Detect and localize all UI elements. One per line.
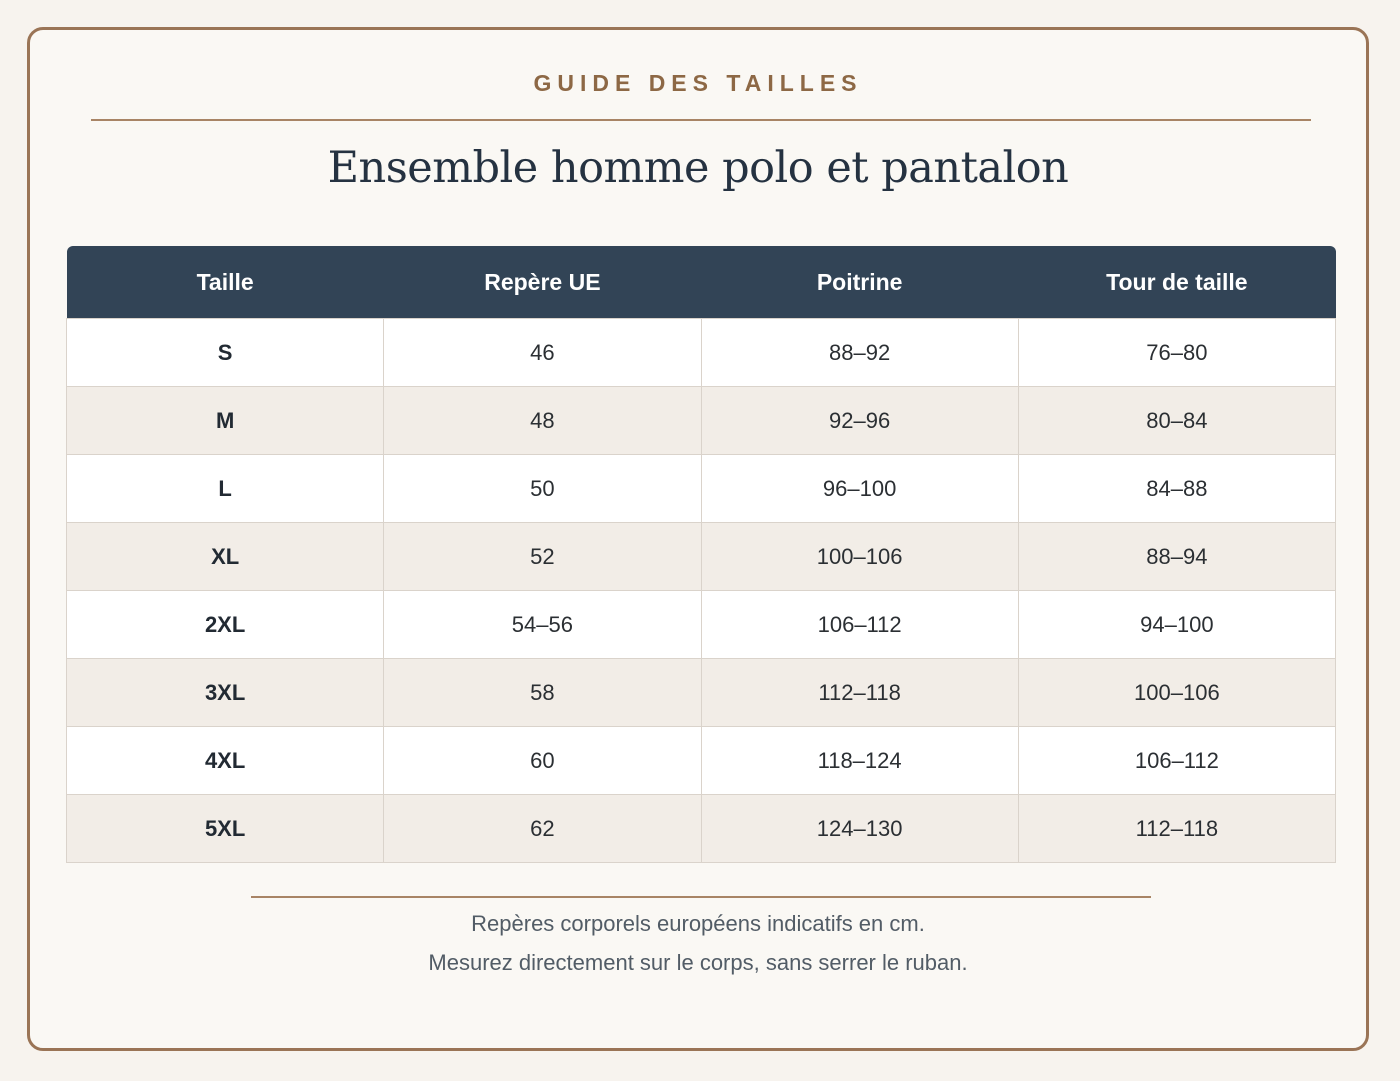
table-row — [67, 591, 1336, 659]
cell-eu: 58 — [384, 659, 701, 727]
size-table-header — [67, 246, 1336, 319]
table-row — [67, 455, 1336, 523]
column-header-chest: Poitrine — [701, 246, 1018, 319]
size-table — [66, 246, 1336, 863]
cell-waist: 94–100 — [1018, 591, 1335, 659]
table-row — [67, 795, 1336, 863]
size-guide-card — [27, 27, 1369, 1051]
cell-size: 4XL — [67, 727, 384, 795]
table-row — [67, 727, 1336, 795]
cell-waist: 100–106 — [1018, 659, 1335, 727]
size-table-body — [67, 319, 1336, 863]
cell-chest: 88–92 — [701, 319, 1018, 387]
table-row — [67, 523, 1336, 591]
cell-size: 2XL — [67, 591, 384, 659]
cell-waist: 76–80 — [1018, 319, 1335, 387]
cell-eu: 52 — [384, 523, 701, 591]
table-row — [67, 319, 1336, 387]
cell-eu: 54–56 — [384, 591, 701, 659]
cell-chest: 112–118 — [701, 659, 1018, 727]
footer-note-measuring: Mesurez directement sur le corps, sans serrer le ruban. — [428, 950, 968, 975]
cell-size: 3XL — [67, 659, 384, 727]
cell-eu: 60 — [384, 727, 701, 795]
cell-chest: 124–130 — [701, 795, 1018, 863]
cell-size: XL — [67, 523, 384, 591]
cell-chest: 96–100 — [701, 455, 1018, 523]
bottom-divider — [251, 896, 1151, 898]
cell-eu: 62 — [384, 795, 701, 863]
column-header-waist: Tour de taille — [1018, 246, 1335, 319]
page-title: Ensemble homme polo et pantalon — [327, 143, 1069, 193]
cell-chest: 118–124 — [701, 727, 1018, 795]
column-header-size: Taille — [67, 246, 384, 319]
cell-size: L — [67, 455, 384, 523]
column-header-eu: Repère UE — [384, 246, 701, 319]
cell-eu: 46 — [384, 319, 701, 387]
size-table-container — [66, 246, 1336, 863]
footer-note-units: Repères corporels européens indicatifs en cm. — [471, 911, 925, 936]
eyebrow-label: GUIDE DES TAILLES — [533, 70, 863, 96]
cell-chest: 92–96 — [701, 387, 1018, 455]
cell-waist: 106–112 — [1018, 727, 1335, 795]
cell-waist: 112–118 — [1018, 795, 1335, 863]
table-row — [67, 387, 1336, 455]
cell-waist: 80–84 — [1018, 387, 1335, 455]
cell-waist: 84–88 — [1018, 455, 1335, 523]
cell-chest: 100–106 — [701, 523, 1018, 591]
cell-size: M — [67, 387, 384, 455]
cell-size: 5XL — [67, 795, 384, 863]
cell-size: S — [67, 319, 384, 387]
cell-eu: 50 — [384, 455, 701, 523]
table-row — [67, 659, 1336, 727]
top-divider — [91, 119, 1311, 121]
cell-waist: 88–94 — [1018, 523, 1335, 591]
cell-eu: 48 — [384, 387, 701, 455]
cell-chest: 106–112 — [701, 591, 1018, 659]
header-row — [67, 246, 1336, 319]
